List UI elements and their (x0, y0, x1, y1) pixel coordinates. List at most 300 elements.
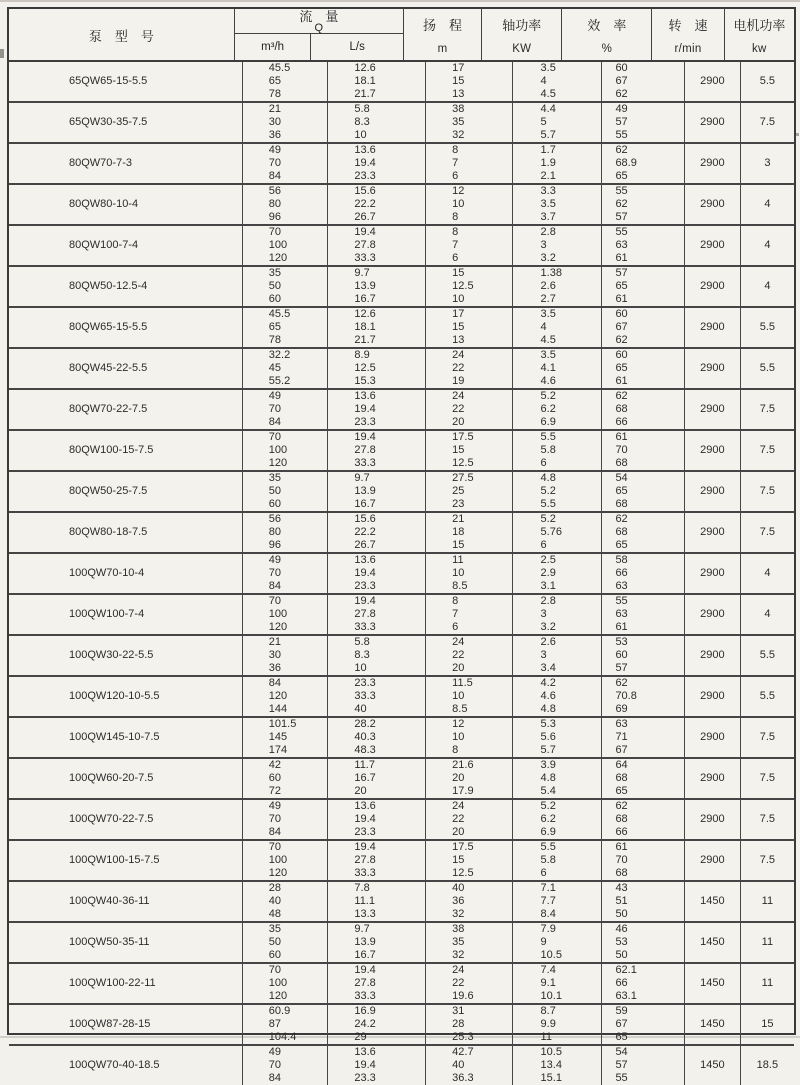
header-flow-symbol: Q (314, 22, 324, 34)
table-row (9, 841, 794, 882)
flow-m3h-value: 56 (268, 185, 282, 197)
flow-ls-cell (328, 349, 426, 388)
speed-cell (685, 267, 741, 306)
flow-m3h-value: 60.9 (268, 1005, 291, 1017)
speed-value: 2900 (700, 362, 725, 374)
flow-ls-value: 19.4 (354, 1059, 376, 1071)
efficiency-value: 68 (615, 498, 628, 510)
speed-cell (685, 882, 741, 921)
flow-ls-cell (328, 472, 426, 511)
efficiency-value: 57 (615, 211, 628, 223)
efficiency-value: 58 (615, 554, 628, 566)
shaft-power-value: 2.8 (540, 595, 556, 607)
head-value: 42.7 (452, 1046, 474, 1058)
flow-ls-value: 21.7 (354, 88, 376, 100)
flow-ls-value: 12.6 (354, 308, 376, 320)
speed-cell (685, 308, 741, 347)
flow-m3h-cell (243, 431, 329, 470)
flow-m3h-value: 145 (268, 731, 288, 743)
motor-power-cell (741, 513, 794, 552)
flow-m3h-value: 72 (268, 785, 282, 797)
flow-m3h-value: 70 (268, 964, 282, 976)
pump-model-value: 80QW80-18-7.5 (69, 526, 148, 538)
shaft-power-value: 4 (540, 321, 547, 333)
efficiency-cell (602, 103, 685, 142)
head-value: 17.5 (452, 431, 474, 443)
flow-m3h-cell (243, 677, 329, 716)
flow-m3h-value: 84 (268, 826, 282, 838)
flow-m3h-value: 49 (268, 390, 282, 402)
motor-power-value: 7.5 (759, 731, 776, 743)
efficiency-value: 63.1 (615, 990, 637, 1002)
flow-m3h-value: 78 (268, 88, 282, 100)
efficiency-value: 63 (615, 608, 628, 620)
flow-m3h-value: 100 (268, 977, 288, 989)
pump-model-value: 100QW100-15-7.5 (69, 854, 160, 866)
shaft-power-value: 3.5 (540, 198, 556, 210)
head-cell (426, 964, 512, 1003)
motor-power-cell (741, 62, 794, 101)
efficiency-value: 62.1 (615, 964, 637, 976)
efficiency-value: 54 (615, 1046, 628, 1058)
pump-model-value: 80QW65-15-5.5 (69, 321, 148, 333)
flow-m3h-value: 70 (268, 226, 282, 238)
pump-model-value: 100QW70-10-4 (69, 567, 145, 579)
head-cell (426, 513, 512, 552)
efficiency-cell (602, 185, 685, 224)
efficiency-cell (602, 882, 685, 921)
flow-m3h-value: 30 (268, 649, 282, 661)
efficiency-value: 54 (615, 472, 628, 484)
header-efficiency-unit: % (601, 43, 613, 55)
motor-power-cell (741, 595, 794, 634)
flow-ls-value: 13.9 (354, 280, 376, 292)
head-value: 22 (452, 977, 465, 989)
flow-m3h-cell (243, 964, 329, 1003)
flow-ls-value: 28.2 (354, 718, 376, 730)
efficiency-cell (602, 718, 685, 757)
motor-power-value: 7.5 (759, 485, 776, 497)
table-row (9, 267, 794, 308)
efficiency-value: 57 (615, 267, 628, 279)
flow-m3h-value: 32.2 (268, 349, 291, 361)
motor-power-value: 5.5 (759, 362, 776, 374)
efficiency-cell (602, 759, 685, 798)
speed-value: 2900 (700, 116, 725, 128)
flow-m3h-value: 36 (268, 662, 282, 674)
efficiency-value: 66 (615, 977, 628, 989)
flow-ls-value: 8.3 (354, 116, 370, 128)
motor-power-cell (741, 1005, 794, 1044)
flow-ls-cell (328, 308, 426, 347)
pump-model-cell (9, 759, 243, 798)
speed-cell (685, 595, 741, 634)
efficiency-value: 65 (615, 280, 628, 292)
header-head-label: 扬 程 (423, 18, 463, 33)
flow-ls-value: 9.7 (354, 472, 370, 484)
head-value: 8 (452, 226, 459, 238)
flow-m3h-value: 49 (268, 554, 282, 566)
efficiency-cell (602, 964, 685, 1003)
shaft-power-value: 2.9 (540, 567, 556, 579)
efficiency-value: 55 (615, 185, 628, 197)
flow-m3h-value: 35 (268, 923, 282, 935)
shaft-power-value: 2.5 (540, 554, 556, 566)
motor-power-cell (741, 964, 794, 1003)
shaft-power-value: 4.8 (540, 472, 556, 484)
head-value: 32 (452, 949, 465, 961)
head-cell (426, 62, 512, 101)
head-value: 12.5 (452, 457, 474, 469)
flow-ls-cell (328, 185, 426, 224)
shaft-power-value: 3.2 (540, 252, 556, 264)
flow-m3h-value: 49 (268, 144, 282, 156)
head-value: 22 (452, 403, 465, 415)
head-cell (426, 718, 512, 757)
speed-cell (685, 800, 741, 839)
efficiency-value: 55 (615, 129, 628, 141)
speed-cell (685, 226, 741, 265)
table-row (9, 677, 794, 718)
speed-value: 2900 (700, 444, 725, 456)
efficiency-value: 63 (615, 239, 628, 251)
head-value: 20 (452, 826, 465, 838)
motor-power-cell (741, 267, 794, 306)
flow-ls-value: 11.7 (354, 759, 375, 771)
efficiency-value: 66 (615, 416, 628, 428)
header-efficiency (562, 9, 652, 60)
pump-model-cell (9, 595, 243, 634)
pump-model-cell (9, 841, 243, 880)
shaft-power-value: 5.76 (540, 526, 562, 538)
flow-m3h-cell (243, 554, 329, 593)
efficiency-value: 50 (615, 949, 628, 961)
shaft-power-value: 4.5 (540, 334, 556, 346)
shaft-power-cell (513, 1046, 603, 1085)
head-value: 10 (452, 198, 465, 210)
flow-m3h-value: 35 (268, 472, 282, 484)
efficiency-value: 43 (615, 882, 628, 894)
flow-ls-value: 26.7 (354, 211, 376, 223)
flow-m3h-value: 65 (268, 75, 282, 87)
head-value: 15 (452, 321, 465, 333)
shaft-power-cell (513, 62, 603, 101)
flow-ls-value: 22.2 (354, 526, 376, 538)
shaft-power-value: 6.2 (540, 813, 556, 825)
motor-power-value: 11 (761, 895, 774, 907)
efficiency-value: 67 (615, 321, 628, 333)
head-value: 22 (452, 649, 465, 661)
pump-model-cell (9, 636, 243, 675)
motor-power-cell (741, 718, 794, 757)
motor-power-value: 15 (761, 1018, 774, 1030)
flow-ls-value: 21.7 (354, 334, 376, 346)
head-cell (426, 841, 512, 880)
flow-ls-value: 16.7 (354, 772, 376, 784)
motor-power-cell (741, 349, 794, 388)
flow-ls-value: 18.1 (354, 321, 376, 333)
flow-m3h-value: 100 (268, 239, 288, 251)
header-head (404, 9, 482, 60)
flow-m3h-value: 96 (268, 211, 282, 223)
head-value: 24 (452, 964, 465, 976)
speed-value: 2900 (700, 526, 725, 538)
table-row (9, 144, 794, 185)
flow-ls-value: 13.9 (354, 485, 376, 497)
speed-value: 2900 (700, 690, 725, 702)
head-cell (426, 144, 512, 183)
pump-model-cell (9, 308, 243, 347)
speed-value: 2900 (700, 567, 725, 579)
header-flow (235, 9, 404, 60)
motor-power-value: 18.5 (756, 1059, 779, 1071)
head-cell (426, 103, 512, 142)
head-cell (426, 185, 512, 224)
efficiency-value: 65 (615, 539, 628, 551)
pump-model-value: 100QW30-22-5.5 (69, 649, 154, 661)
flow-ls-value: 27.8 (354, 444, 376, 456)
table-row (9, 800, 794, 841)
speed-cell (685, 554, 741, 593)
table-row (9, 1005, 794, 1046)
flow-m3h-value: 84 (268, 416, 282, 428)
pump-model-cell (9, 1046, 243, 1085)
shaft-power-value: 9 (540, 936, 547, 948)
speed-value: 2900 (700, 649, 725, 661)
flow-ls-cell (328, 636, 426, 675)
speed-cell (685, 349, 741, 388)
head-value: 11 (452, 554, 464, 566)
motor-power-value: 7.5 (759, 772, 776, 784)
speed-value: 2900 (700, 75, 725, 87)
efficiency-value: 61 (615, 252, 628, 264)
flow-m3h-value: 60 (268, 498, 282, 510)
motor-power-value: 4 (764, 198, 771, 210)
shaft-power-value: 1.9 (540, 157, 556, 169)
flow-m3h-value: 70 (268, 403, 282, 415)
flow-m3h-value: 120 (268, 690, 288, 702)
speed-value: 2900 (700, 772, 725, 784)
efficiency-cell (602, 677, 685, 716)
motor-power-value: 7.5 (759, 444, 776, 456)
pump-model-cell (9, 62, 243, 101)
motor-power-cell (741, 308, 794, 347)
flow-m3h-value: 70 (268, 1059, 282, 1071)
speed-value: 2900 (700, 485, 725, 497)
pump-model-value: 80QW50-12.5-4 (69, 280, 148, 292)
head-value: 12 (452, 718, 465, 730)
flow-m3h-value: 120 (268, 867, 288, 879)
motor-power-cell (741, 185, 794, 224)
head-value: 15 (452, 75, 465, 87)
flow-m3h-value: 70 (268, 595, 282, 607)
efficiency-value: 62 (615, 513, 628, 525)
flow-ls-value: 13.3 (354, 908, 376, 920)
shaft-power-value: 6 (540, 867, 547, 879)
flow-m3h-value: 50 (268, 280, 282, 292)
shaft-power-cell (513, 103, 603, 142)
head-value: 13 (452, 88, 465, 100)
shaft-power-value: 3.5 (540, 308, 556, 320)
table-row (9, 349, 794, 390)
flow-m3h-value: 28 (268, 882, 282, 894)
motor-power-value: 4 (764, 567, 771, 579)
shaft-power-value: 7.1 (540, 882, 556, 894)
pump-model-value: 100QW70-40-18.5 (69, 1059, 160, 1071)
flow-ls-value: 24.2 (354, 1018, 376, 1030)
flow-ls-value: 13.6 (354, 390, 376, 402)
motor-power-cell (741, 390, 794, 429)
flow-ls-value: 33.3 (354, 990, 376, 1002)
shaft-power-cell (513, 226, 603, 265)
flow-ls-value: 19.4 (354, 841, 376, 853)
header-flow-units (235, 34, 403, 60)
flow-ls-value: 15.6 (354, 513, 376, 525)
flow-m3h-value: 100 (268, 444, 288, 456)
shaft-power-cell (513, 677, 603, 716)
shaft-power-value: 5.2 (540, 390, 556, 402)
head-cell (426, 923, 512, 962)
flow-ls-cell (328, 144, 426, 183)
shaft-power-cell (513, 841, 603, 880)
flow-ls-value: 26.7 (354, 539, 376, 551)
efficiency-value: 53 (615, 636, 628, 648)
head-value: 8 (452, 744, 459, 756)
shaft-power-value: 5.4 (540, 785, 556, 797)
flow-m3h-cell (243, 513, 329, 552)
flow-m3h-value: 45.5 (268, 308, 291, 320)
flow-ls-cell (328, 1005, 426, 1044)
head-value: 35 (452, 116, 465, 128)
shaft-power-value: 6.9 (540, 826, 556, 838)
efficiency-value: 61 (615, 431, 628, 443)
flow-m3h-value: 70 (268, 431, 282, 443)
flow-m3h-value: 21 (268, 636, 282, 648)
shaft-power-cell (513, 882, 603, 921)
flow-ls-value: 8.9 (354, 349, 370, 361)
shaft-power-value: 5.2 (540, 513, 556, 525)
efficiency-cell (602, 595, 685, 634)
head-value: 28 (452, 1018, 465, 1030)
pump-model-cell (9, 882, 243, 921)
shaft-power-value: 2.7 (540, 293, 556, 305)
flow-ls-value: 27.8 (354, 977, 376, 989)
motor-power-value: 7.5 (759, 526, 776, 538)
head-value: 12 (452, 185, 465, 197)
motor-power-value: 5.5 (759, 690, 776, 702)
flow-ls-cell (328, 718, 426, 757)
flow-ls-cell (328, 882, 426, 921)
flow-m3h-value: 120 (268, 621, 288, 633)
flow-m3h-value: 96 (268, 539, 282, 551)
motor-power-cell (741, 759, 794, 798)
flow-ls-value: 19.4 (354, 595, 376, 607)
pump-model-value: 100QW100-7-4 (69, 608, 145, 620)
head-value: 17.5 (452, 841, 474, 853)
flow-m3h-value: 48 (268, 908, 282, 920)
pump-model-value: 80QW45-22-5.5 (69, 362, 148, 374)
efficiency-value: 61 (615, 293, 628, 305)
flow-ls-value: 16.7 (354, 949, 376, 961)
motor-power-value: 7.5 (759, 854, 776, 866)
efficiency-value: 68.9 (615, 157, 637, 169)
efficiency-value: 62 (615, 334, 628, 346)
table-row (9, 923, 794, 964)
efficiency-value: 62 (615, 390, 628, 402)
flow-m3h-cell (243, 923, 329, 962)
shaft-power-value: 3.4 (540, 662, 556, 674)
shaft-power-cell (513, 636, 603, 675)
speed-cell (685, 513, 741, 552)
pump-model-cell (9, 554, 243, 593)
shaft-power-value: 4 (540, 75, 547, 87)
flow-m3h-value: 70 (268, 813, 282, 825)
flow-m3h-cell (243, 800, 329, 839)
head-value: 38 (452, 923, 465, 935)
flow-ls-value: 20 (354, 785, 367, 797)
flow-m3h-value: 84 (268, 677, 282, 689)
head-value: 6 (452, 621, 459, 633)
pump-model-cell (9, 226, 243, 265)
shaft-power-value: 2.8 (540, 226, 556, 238)
shaft-power-cell (513, 1005, 603, 1044)
shaft-power-value: 3.5 (540, 62, 556, 74)
flow-m3h-cell (243, 1046, 329, 1085)
header-motor-power (725, 9, 794, 60)
speed-cell (685, 62, 741, 101)
head-value: 12.5 (452, 280, 474, 292)
pump-model-value: 100QW87-28-15 (69, 1018, 151, 1030)
motor-power-value: 5.5 (759, 321, 776, 333)
head-value: 8 (452, 211, 459, 223)
head-value: 10 (452, 690, 465, 702)
flow-m3h-value: 84 (268, 1072, 282, 1084)
speed-cell (685, 964, 741, 1003)
header-speed-label: 转 速 (668, 18, 708, 33)
shaft-power-value: 6.9 (540, 416, 556, 428)
flow-m3h-cell (243, 267, 329, 306)
shaft-power-value: 5.5 (540, 841, 556, 853)
header-efficiency-label: 效 率 (587, 18, 627, 33)
flow-m3h-cell (243, 144, 329, 183)
shaft-power-cell (513, 308, 603, 347)
pump-model-cell (9, 103, 243, 142)
flow-m3h-value: 45 (268, 362, 282, 374)
efficiency-value: 69 (615, 703, 628, 715)
flow-ls-cell (328, 759, 426, 798)
header-motor-power-label: 电机功率 (733, 18, 786, 33)
efficiency-value: 70 (615, 854, 628, 866)
efficiency-cell (602, 308, 685, 347)
head-cell (426, 349, 512, 388)
shaft-power-cell (513, 349, 603, 388)
pump-model-value: 80QW70-7-3 (69, 157, 132, 169)
efficiency-value: 65 (615, 485, 628, 497)
head-cell (426, 595, 512, 634)
efficiency-value: 66 (615, 826, 628, 838)
flow-m3h-cell (243, 841, 329, 880)
shaft-power-cell (513, 431, 603, 470)
head-cell (426, 431, 512, 470)
motor-power-cell (741, 636, 794, 675)
efficiency-value: 50 (615, 908, 628, 920)
flow-ls-value: 16.9 (354, 1005, 376, 1017)
flow-m3h-value: 30 (268, 116, 282, 128)
head-value: 15 (452, 267, 465, 279)
pump-model-value: 65QW30-35-7.5 (69, 116, 148, 128)
shaft-power-value: 7.9 (540, 923, 556, 935)
flow-ls-value: 19.4 (354, 226, 376, 238)
